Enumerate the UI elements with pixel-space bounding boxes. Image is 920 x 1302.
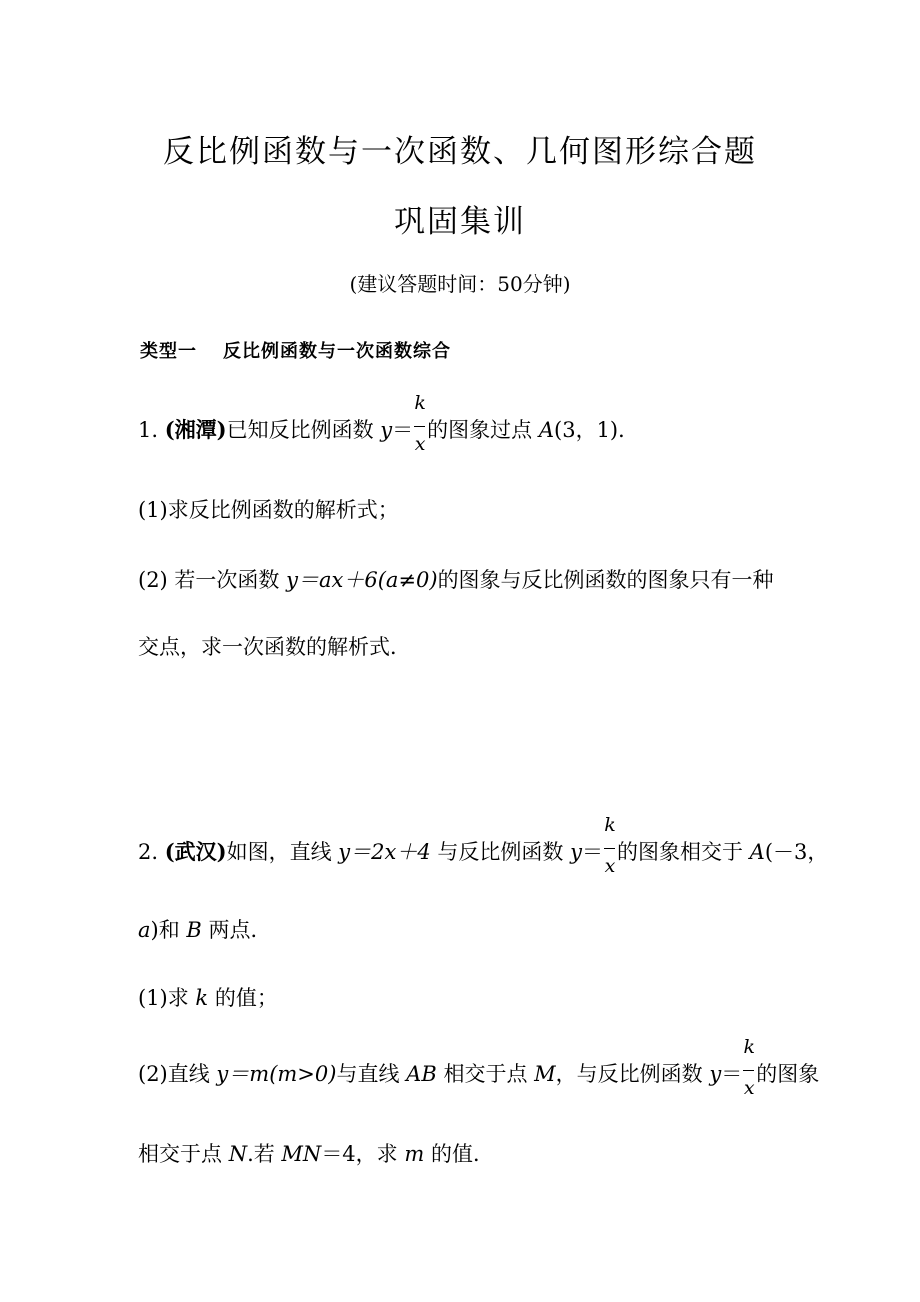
stem-text: 如图，直线 bbox=[226, 840, 339, 864]
fraction-k-over-x bbox=[603, 814, 617, 877]
line-expression: y＝2x＋4 bbox=[338, 840, 431, 864]
stem-text: 两点． bbox=[201, 918, 272, 942]
problem-1-part-2-cont: 交点，求一次函数的解析式． bbox=[138, 635, 411, 659]
fraction-denominator: x bbox=[743, 1077, 755, 1099]
problem-1-stem bbox=[138, 392, 640, 455]
part-text: ，与反比例函数 bbox=[555, 1062, 710, 1086]
fraction-bar bbox=[743, 1070, 754, 1071]
problem-2-stem bbox=[138, 814, 829, 877]
fraction-denominator: x bbox=[604, 855, 616, 877]
fraction-bar bbox=[414, 426, 425, 427]
part-text: 相交于点 bbox=[138, 1142, 229, 1166]
section-label: 类型一 bbox=[140, 341, 197, 362]
problem-2-part-2-cont bbox=[138, 1138, 494, 1168]
problem-source: (湘潭) bbox=[164, 417, 227, 442]
var-a: a bbox=[138, 918, 151, 942]
part-text: (1)求 bbox=[138, 986, 196, 1010]
linear-expression: y＝ax＋6(a≠0) bbox=[286, 568, 438, 592]
point-label: A bbox=[749, 840, 765, 864]
part-text: (2) 若一次函数 bbox=[138, 568, 287, 592]
equals-sign: ＝ bbox=[721, 1062, 743, 1086]
stem-text: 已知反比例函数 bbox=[226, 418, 381, 442]
problem-1-part-1: (1)求反比例函数的解析式； bbox=[138, 498, 399, 522]
fraction-k-over-x bbox=[413, 392, 427, 455]
stem-text: 的图象相交于 bbox=[616, 840, 750, 864]
stem-text: )和 bbox=[150, 918, 187, 942]
equals-sign: ＝ bbox=[581, 840, 603, 864]
fraction-bar bbox=[604, 848, 615, 849]
part-text: 的图象 bbox=[756, 1062, 820, 1086]
time-note: (建议答题时间：50分钟) bbox=[349, 272, 571, 296]
part-text: (2)直线 bbox=[138, 1062, 217, 1086]
section-name: 反比例函数与一次函数综合 bbox=[223, 341, 451, 362]
problem-2-part-1 bbox=[138, 982, 278, 1012]
page-title: 反比例函数与一次函数、几何图形综合题 bbox=[163, 134, 757, 170]
page-subtitle: 巩固集训 bbox=[394, 204, 526, 240]
part-text: 相交于点 bbox=[436, 1062, 535, 1086]
var-k: k bbox=[195, 986, 209, 1010]
section-heading bbox=[140, 337, 451, 363]
fraction-numerator: k bbox=[743, 1036, 755, 1058]
fraction-k-over-x bbox=[742, 1036, 756, 1099]
problem-1-part-2 bbox=[138, 564, 774, 594]
part-text: 与直线 bbox=[336, 1062, 407, 1086]
var-y: y bbox=[570, 840, 582, 864]
point-label: B bbox=[186, 918, 202, 942]
var-m: m bbox=[404, 1142, 425, 1166]
point-label: M bbox=[534, 1062, 556, 1086]
part-text: 的图象与反比例函数的图象只有一种 bbox=[437, 568, 774, 592]
part-text: ＝4，求 bbox=[321, 1142, 405, 1166]
point-label: A bbox=[538, 418, 555, 442]
problem-2-stem-cont bbox=[138, 914, 272, 944]
point-label: N bbox=[228, 1142, 248, 1166]
part-text: .若 bbox=[247, 1142, 282, 1166]
equals-sign: ＝ bbox=[392, 418, 414, 442]
stem-text: 与反比例函数 bbox=[430, 840, 571, 864]
problem-number: 2. bbox=[138, 840, 165, 864]
line-expression: y＝m(m>0) bbox=[216, 1062, 337, 1086]
problem-number: 1. bbox=[138, 418, 165, 442]
var-y: y bbox=[380, 418, 393, 442]
segment-label: MN bbox=[281, 1142, 322, 1166]
fraction-numerator: k bbox=[604, 814, 616, 836]
part-text: 的值． bbox=[424, 1142, 494, 1166]
point-coords: (－3， bbox=[764, 840, 829, 864]
problem-source: (武汉) bbox=[164, 839, 227, 864]
part-text: 的值； bbox=[208, 986, 278, 1010]
line-ab: AB bbox=[406, 1062, 437, 1086]
fraction-numerator: k bbox=[414, 392, 426, 414]
point-coords: (3，1)． bbox=[554, 418, 640, 442]
var-y: y bbox=[709, 1062, 722, 1086]
problem-2-part-2 bbox=[138, 1036, 820, 1099]
stem-text: 的图象过点 bbox=[427, 418, 539, 442]
fraction-denominator: x bbox=[414, 433, 426, 455]
